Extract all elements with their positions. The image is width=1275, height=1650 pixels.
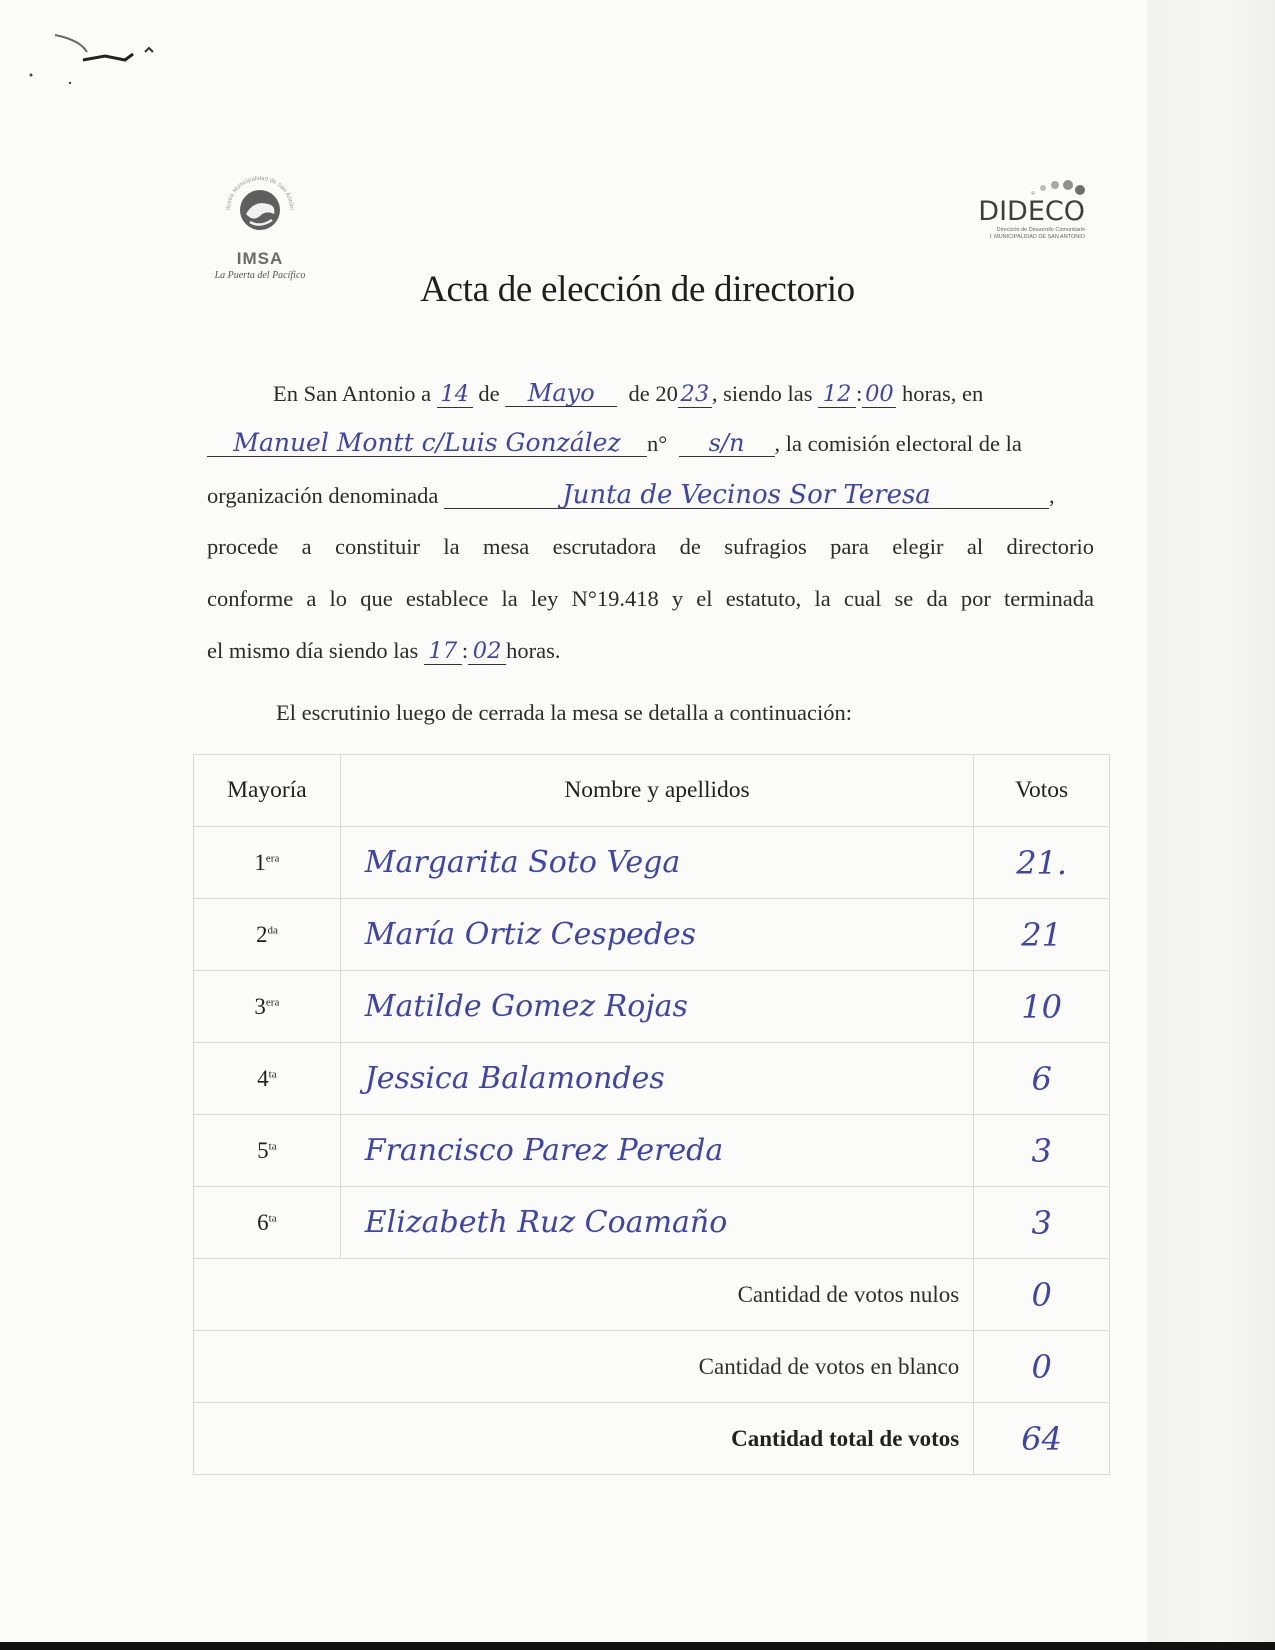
name-cell: Matilde Gomez Rojas [340, 971, 974, 1043]
organization-field: Junta de Vecinos Sor Teresa [444, 482, 1049, 509]
name-cell: Elizabeth Ruz Coamaño [340, 1187, 974, 1259]
end-hour-field: 17 [424, 638, 462, 665]
votes-cell: 21. [974, 827, 1110, 899]
null-votes-label: Cantidad de votos nulos [194, 1259, 974, 1331]
paragraph-line-1: En San Antonio a 14 de Mayo de 20 23 , siendo las 12 : 00 horas, en [273, 379, 984, 407]
total-votes-value: 64 [974, 1403, 1110, 1475]
header-name: Nombre y apellidos [340, 755, 974, 827]
imsa-emblem-icon [220, 170, 300, 242]
null-votes-row [194, 1259, 1110, 1331]
rank-cell: $1^{era}$ [194, 827, 341, 899]
start-min-field: 00 [862, 381, 896, 408]
rank-cell: $4^{ta}$ [194, 1043, 341, 1115]
rank-cell: $3^{era}$ [194, 971, 341, 1043]
paragraph-line-6: el mismo día siendo las 17 : 02 horas. [207, 638, 561, 664]
null-votes-value: 0 [974, 1259, 1110, 1331]
page-title: Acta de elección de directorio [420, 269, 855, 310]
table-row [194, 971, 1110, 1043]
header-rank: Mayoría [194, 755, 341, 827]
blank-votes-label: Cantidad de votos en blanco [194, 1331, 974, 1403]
name-cell: Francisco Parez Pereda [340, 1115, 974, 1187]
name-cell: Margarita Soto Vega [340, 827, 974, 899]
table-row [194, 1187, 1110, 1259]
address-field: Manuel Montt c/Luis González [207, 430, 647, 457]
day-field: 14 [437, 381, 473, 408]
dideco-logo-subtitle: Dirección de Desarrollo Comunitario I. MUNICIPALIDAD DE SAN ANTONIO [989, 227, 1085, 240]
table-row [194, 827, 1110, 899]
rank-cell: $6^{ta}$ [194, 1187, 341, 1259]
votes-cell: 6 [974, 1043, 1110, 1115]
rank-cell: $5^{ta}$ [194, 1115, 341, 1187]
paragraph-line-4: procede a constituir la mesa escrutadora de sufragios para elegir al directorio [207, 534, 1094, 559]
street-number-field: s/n [679, 430, 775, 457]
votes-cell: 3 [974, 1187, 1110, 1259]
page-edge [1147, 0, 1275, 1650]
paragraph-line-5: conforme a lo que establece la ley N°19.418 y el estatuto, la cual se da por terminada [207, 586, 1094, 611]
total-votes-row [194, 1403, 1110, 1475]
total-votes-label: Cantidad total de votos [194, 1403, 974, 1475]
votes-cell: 3 [974, 1115, 1110, 1187]
table-row [194, 1115, 1110, 1187]
table-row [194, 1043, 1110, 1115]
name-cell: Jessica Balamondes [340, 1043, 974, 1115]
table-row [194, 899, 1110, 971]
blank-votes-row [194, 1331, 1110, 1403]
blank-votes-value: 0 [974, 1331, 1110, 1403]
table-header-row [194, 755, 1110, 827]
paragraph-line-3: organización denominada Junta de Vecinos Sor Teresa , [207, 480, 1055, 510]
dideco-logo [960, 176, 1085, 241]
month-field: Mayo [505, 380, 617, 407]
imsa-logo [205, 170, 315, 281]
dideco-dots-icon [1005, 176, 1085, 198]
header-votes: Votos [974, 755, 1110, 827]
year-field: 23 [678, 381, 712, 408]
scan-border [0, 1642, 1275, 1650]
scan-marks [25, 30, 175, 90]
paragraph-line-2: Manuel Montt c/Luis González n° s/n , la comisión electoral de la [207, 430, 1022, 457]
rank-cell: $2^{da}$ [194, 899, 341, 971]
scrutiny-intro: El escrutinio luego de cerrada la mesa se detalla a continuación: [276, 700, 853, 725]
name-cell: María Ortiz Cespedes [340, 899, 974, 971]
scrutiny-table [193, 754, 1110, 1475]
start-hour-field: 12 [818, 381, 856, 408]
dideco-logo-name: DIDECO [978, 196, 1085, 227]
imsa-logo-name: IMSA [236, 249, 284, 268]
svg-text:Ilustre Municipalidad de San A: Ilustre Municipalidad de San Antoni [225, 175, 295, 211]
votes-cell: 10 [974, 971, 1110, 1043]
end-min-field: 02 [468, 638, 506, 665]
imsa-logo-tagline: La Puerta del Pacífico [214, 270, 306, 281]
votes-cell: 21 [974, 899, 1110, 971]
